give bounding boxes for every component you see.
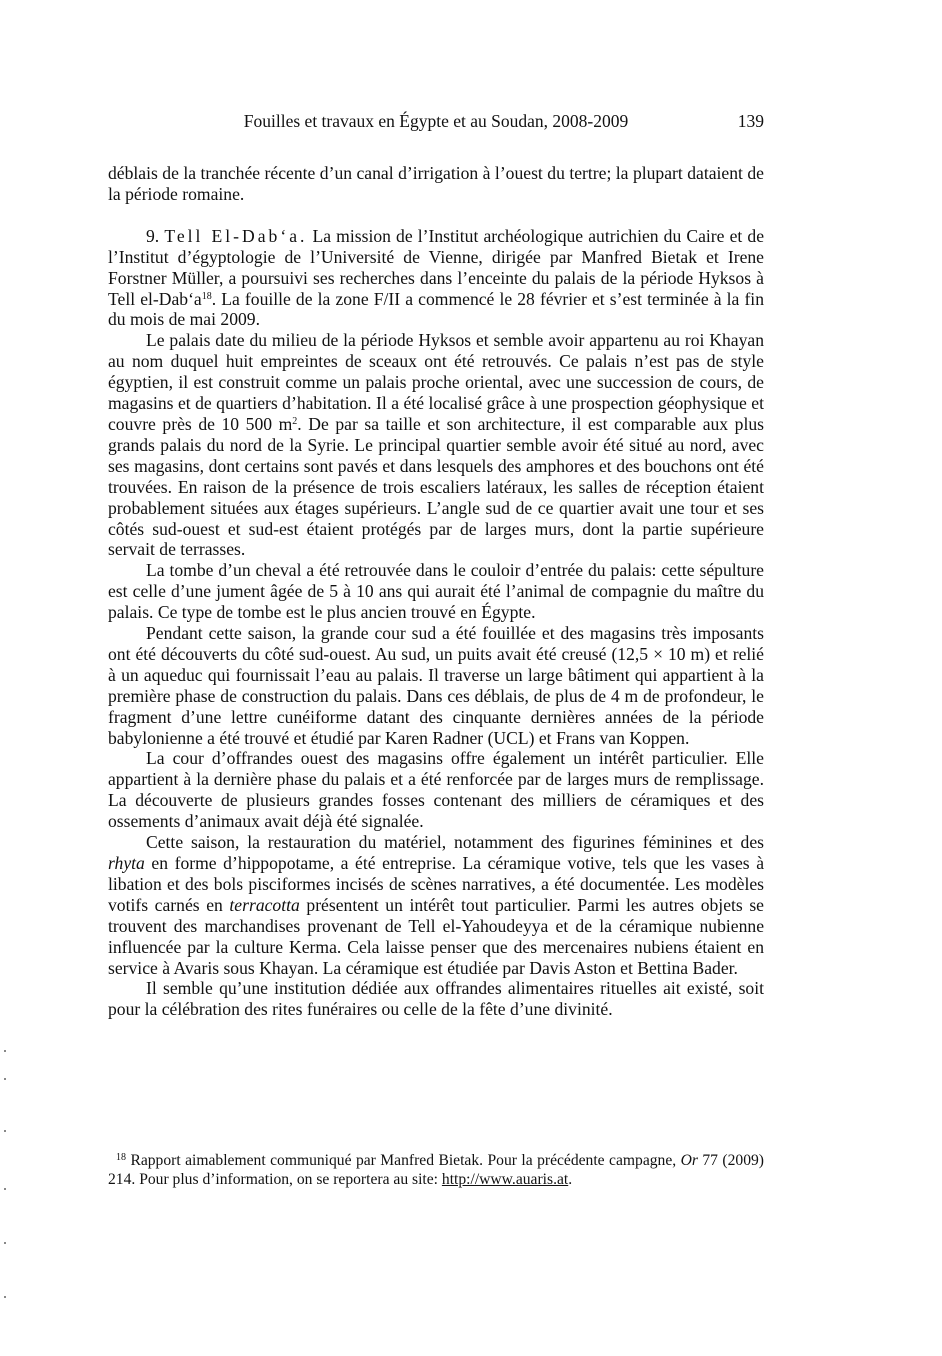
scan-speck (4, 1050, 6, 1052)
scan-speck (4, 1188, 6, 1190)
footnote (108, 1149, 764, 1189)
section-text-tail: . La fouille de la zone F/II a commencé le 28 février et s’est terminée à la fin du mois de mai 2009. (108, 288, 764, 330)
scan-speck (4, 1296, 6, 1298)
paragraph-text: Le palais date du milieu de la période Hyksos et semble avoir appartenu au roi Khayan au nom duquel huit empreintes de sceaux ont été retrouvés. Ce palais n’est pas de style égyptien, il est construit comme un palais proche oriental, avec une succession de cours, de magasins et de quartiers d’habitation. Il a été localisé grâce à une prospection géophysique et couvre près de 10 500 m (108, 330, 764, 434)
paragraph-palais (108, 330, 764, 560)
page-number: 139 (737, 111, 764, 131)
superscript-unit: 2 (292, 415, 298, 427)
paragraph-text: Cette saison, la restauration du matériel, notamment des figurines féminines et des (146, 832, 764, 853)
italic-term-terracotta: terracotta (229, 894, 300, 915)
scan-speck (4, 1242, 6, 1244)
italic-term-rhyta: rhyta (108, 853, 145, 873)
main-text (108, 163, 764, 1020)
section-number: 9. (146, 225, 160, 246)
footnote-text: 77 (2009) 214. Pour plus d’information, on se reportera au site: (108, 1152, 764, 1188)
paragraph-text: présentent un intérêt tout particulier. Parmi les autres objets se trouvent des marchandises provenant de Tell el-Yahoudeyya et de la céramique nubienne influencée par la culture Kerma. Cela laisse penser que des mercenaires nubiens étaient en service à Avaris sous Khayan. La céramique est étudiée par Davis Aston et Bettina Bader. (108, 894, 764, 978)
footnote-18 (108, 1149, 764, 1189)
section-paragraph-tell-el-daba (108, 226, 764, 331)
website-link[interactable]: http://www.auaris.at (441, 1170, 569, 1188)
paragraph-tombe-cheval: La tombe d’un cheval a été retrouvée dans le couloir d’entrée du palais: cette sépulture est celle d’une jument âgée de 5 à 10 ans qui aurait été l’animal de compagnie du maître du palais. Ce type de tombe est le plus ancien trouvé en Égypte. (108, 560, 764, 623)
paragraph-text-tail: . De par sa taille et son architecture, il est comparable aux plus grands palais du nord de la Syrie. Le principal quartier semble avoir été situé au nord, avec ses magasins, dont certains sont pavés et dans lesquels des amphores et des bouchons ont été trouvées. En raison de la présence de trois escaliers latéraux, les salles de réception étaient probablement situées aux étages supérieurs. L’angle sud de ce quartier avait une tour et ses côtés sud-ouest et sud-est étaient protégés par de larges murs, dont la partie supérieure servait de terrasses. (108, 413, 764, 560)
footnote-reference[interactable]: 18 (201, 290, 212, 302)
running-title: Fouilles et travaux en Égypte et au Soudan, 2008-2009 (243, 111, 629, 131)
paragraph-cour-offrandes: La cour d’offrandes ouest des magasins offre également un intérêt particulier. Elle appartient à la dernière phase du palais et a été renforcée par de larges murs de remplissage. La découverte de plusieurs grandes fosses contenant des milliers de céramiques et des ossements d’animaux avait déjà été signalée. (108, 748, 764, 832)
running-header (108, 111, 764, 135)
paragraph-grande-cour: Pendant cette saison, la grande cour sud a été fouillée et des magasins très imposants ont été découverts du côté sud-ouest. Au sud, un puits avait été creusé (12,5 × 10 m) et relié à un aqueduc qui fournissait l’eau au palais. Il traverse un large bâtiment qui appartient à la première phase de construction du palais. Dans ces déblais, de plus de 4 m de profondeur, le fragment d’une lettre cunéiforme datant des cinquante dernières années de la période babylonienne a été trouvé et étudié par Karen Radner (UCL) et Frans van Koppen. (108, 623, 764, 748)
scan-speck (4, 1078, 6, 1080)
section-text: La mission de l’Institut archéologique autrichien du Caire et de l’Institut d’égyptologie de l’Université de Vienne, dirigée par Manfred Bietak et Irene Forstner Müller, a poursuivi ses recherches dans l’enceinte du palais de la période Hyksos à Tell el-Dab‘a (108, 225, 764, 309)
paragraph-institution: Il semble qu’une institution dédiée aux offrandes alimentaires rituelles ait existé, soit pour la célébration des rites funéraires ou celle de la fête d’une divinité. (108, 978, 764, 1020)
scan-speck (4, 1130, 6, 1132)
footnote-text: . (568, 1170, 573, 1188)
paragraph-continuation: déblais de la tranchée récente d’un canal d’irrigation à l’ouest du tertre; la plupart dataient de la période romaine. (108, 163, 764, 204)
section-heading: Tell El-Dab‘a. (164, 225, 308, 246)
footnote-text: Rapport aimablement communiqué par Manfred Bietak. Pour la précédente campagne, (126, 1152, 681, 1169)
paragraph-text: en forme d’hippopotame, a été entreprise. La céramique votive, tels que les vases à libation et des bols pisciformes incisés de scènes narratives, a été documentée. Les modèles votifs carnés en (108, 853, 764, 915)
journal-abbrev: Or (680, 1152, 698, 1169)
footnote-mark: 18 (116, 1152, 126, 1163)
paragraph-restauration (108, 832, 764, 978)
